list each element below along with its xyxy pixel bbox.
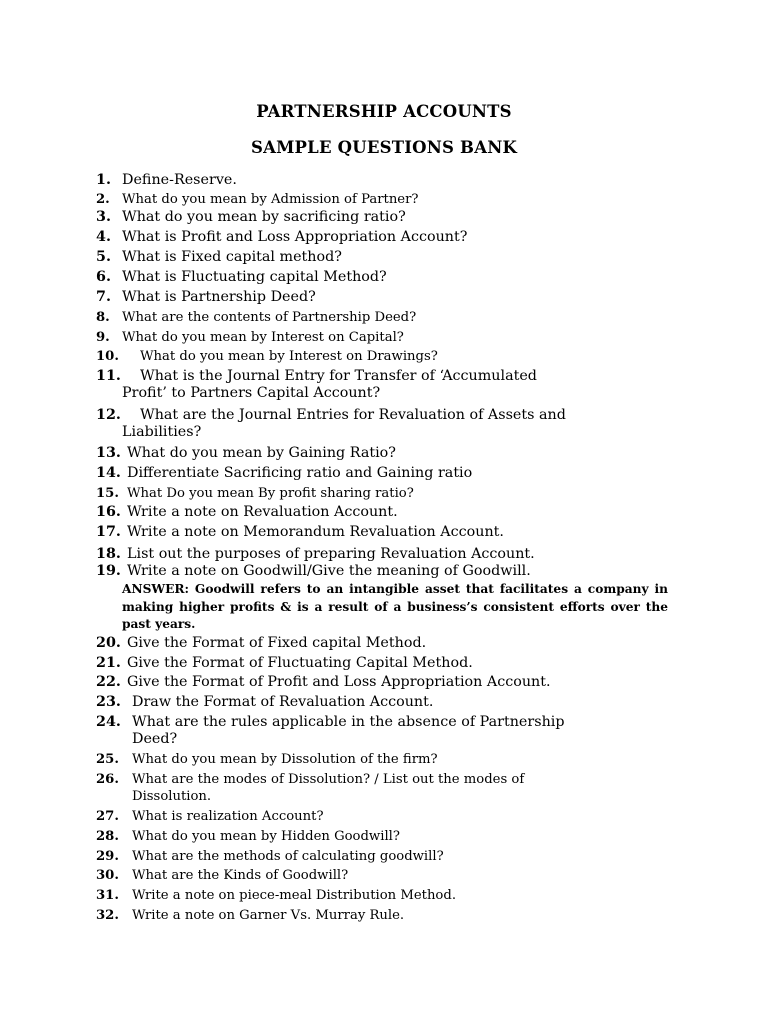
question-number: 7. [96,289,111,305]
question-item [96,907,676,924]
question-text: Give the Format of Profit and Loss Appropriation Account. [127,674,551,690]
question-item [96,714,676,748]
question-item [96,465,676,482]
question-item [96,808,676,825]
question-number: 1. [96,172,111,188]
question-item [96,887,676,904]
question-text: Write a note on Revaluation Account. [127,504,398,520]
question-text: What do you mean by Interest on Drawings? [140,349,438,364]
question-text: What do you mean by Hidden Goodwill? [132,829,400,844]
question-text: Write a note on Garner Vs. Murray Rule. [132,908,405,923]
question-text: Draw the Format of Revaluation Account. [132,694,434,710]
question-item [96,249,676,266]
question-text: Write a note on Goodwill/Give the meaning of Goodwill. [127,563,531,579]
answer-block [122,581,668,634]
question-text: What Do you mean By profit sharing ratio? [127,486,414,501]
question-number: 21. [96,655,121,671]
question-item [96,289,676,306]
question-text: What is Partnership Deed? [122,289,316,305]
question-text-continued: Profit’ to Partners Capital Account? [122,385,381,401]
question-number: 6. [96,269,111,285]
question-text: Give the Format of Fixed capital Method. [127,635,427,651]
question-text: What do you mean by Admission of Partner? [122,192,419,207]
question-text-continued: Deed? [132,731,178,747]
answer-text: : Goodwill refers to an intangible asset that facilitates a company in making higher profits & is a result of a business’s consistent efforts over the past years. [122,582,668,631]
question-number: 16. [96,504,121,520]
question-text: What is Profit and Loss Appropriation Account? [122,229,468,245]
question-number: 19. [96,563,121,579]
question-text: List out the purposes of preparing Revaluation Account. [127,546,535,562]
question-item [96,694,676,711]
question-text: Write a note on piece-meal Distribution Method. [132,888,457,903]
question-text: Give the Format of Fluctuating Capital Method. [127,655,473,671]
question-text: What is the Journal Entry for Transfer of ‘Accumulated [140,368,537,384]
question-item [96,368,676,402]
question-number: 2. [96,192,110,207]
question-item [96,771,676,805]
question-number: 31. [96,888,119,903]
question-number: 8. [96,310,110,325]
question-number: 26. [96,772,119,787]
question-number: 28. [96,829,119,844]
question-item [96,348,676,365]
question-item [96,867,676,884]
question-number: 30. [96,868,119,883]
question-item [96,229,676,246]
question-text: What do you mean by sacrificing ratio? [122,209,406,225]
question-text: Differentiate Sacrificing ratio and Gaining ratio [127,465,473,481]
question-number: 4. [96,229,111,245]
question-text: What are the modes of Dissolution? / List out the modes of [132,772,525,787]
question-text: What is Fixed capital method? [122,249,342,265]
question-number: 24. [96,714,121,730]
question-text: What are the rules applicable in the absence of Partnership [132,714,565,730]
question-number: 14. [96,465,121,481]
question-number: 10. [96,349,119,364]
question-text: What do you mean by Interest on Capital? [122,330,404,345]
answer-label: ANSWER [122,582,185,596]
question-text: What are the contents of Partnership Deed? [122,310,417,325]
question-item [96,751,676,768]
question-number: 9. [96,330,110,345]
document-title: PARTNERSHIP ACCOUNTS [256,102,512,121]
question-item [96,407,676,441]
question-item [96,485,676,502]
question-text: Write a note on Memorandum Revaluation Account. [127,524,504,540]
question-text: Define-Reserve. [122,172,237,188]
question-item [96,445,676,462]
question-number: 25. [96,752,119,767]
question-text: What are the Kinds of Goodwill? [132,868,349,883]
question-text: What is Fluctuating capital Method? [122,269,387,285]
question-number: 5. [96,249,111,265]
question-item [96,828,676,845]
question-item [96,269,676,286]
question-item [96,563,676,580]
question-item [96,209,676,226]
question-item [96,309,676,326]
question-number: 13. [96,445,121,461]
question-item [96,329,676,346]
question-number: 18. [96,546,121,562]
question-item [96,504,676,521]
question-text-continued: Liabilities? [122,424,202,440]
question-text-continued: Dissolution. [132,789,212,804]
question-number: 32. [96,908,119,923]
question-number: 23. [96,694,121,710]
question-item [96,546,676,563]
question-item [96,635,676,652]
question-number: 11. [96,368,121,384]
question-text: What are the Journal Entries for Revaluation of Assets and [140,407,566,423]
question-item [96,172,676,189]
question-number: 22. [96,674,121,690]
question-text: What is realization Account? [132,809,324,824]
question-item [96,191,676,208]
question-text: What are the methods of calculating goodwill? [132,849,444,864]
question-text: What do you mean by Dissolution of the firm? [132,752,438,767]
question-number: 27. [96,809,119,824]
question-number: 3. [96,209,111,225]
question-item [96,674,676,691]
question-text: What do you mean by Gaining Ratio? [127,445,396,461]
question-number: 29. [96,849,119,864]
question-number: 17. [96,524,121,540]
question-item [96,848,676,865]
question-number: 15. [96,486,119,501]
question-item [96,524,676,541]
question-item [96,655,676,672]
question-number: 12. [96,407,121,423]
question-number: 20. [96,635,121,651]
document-subtitle: SAMPLE QUESTIONS BANK [250,138,518,157]
